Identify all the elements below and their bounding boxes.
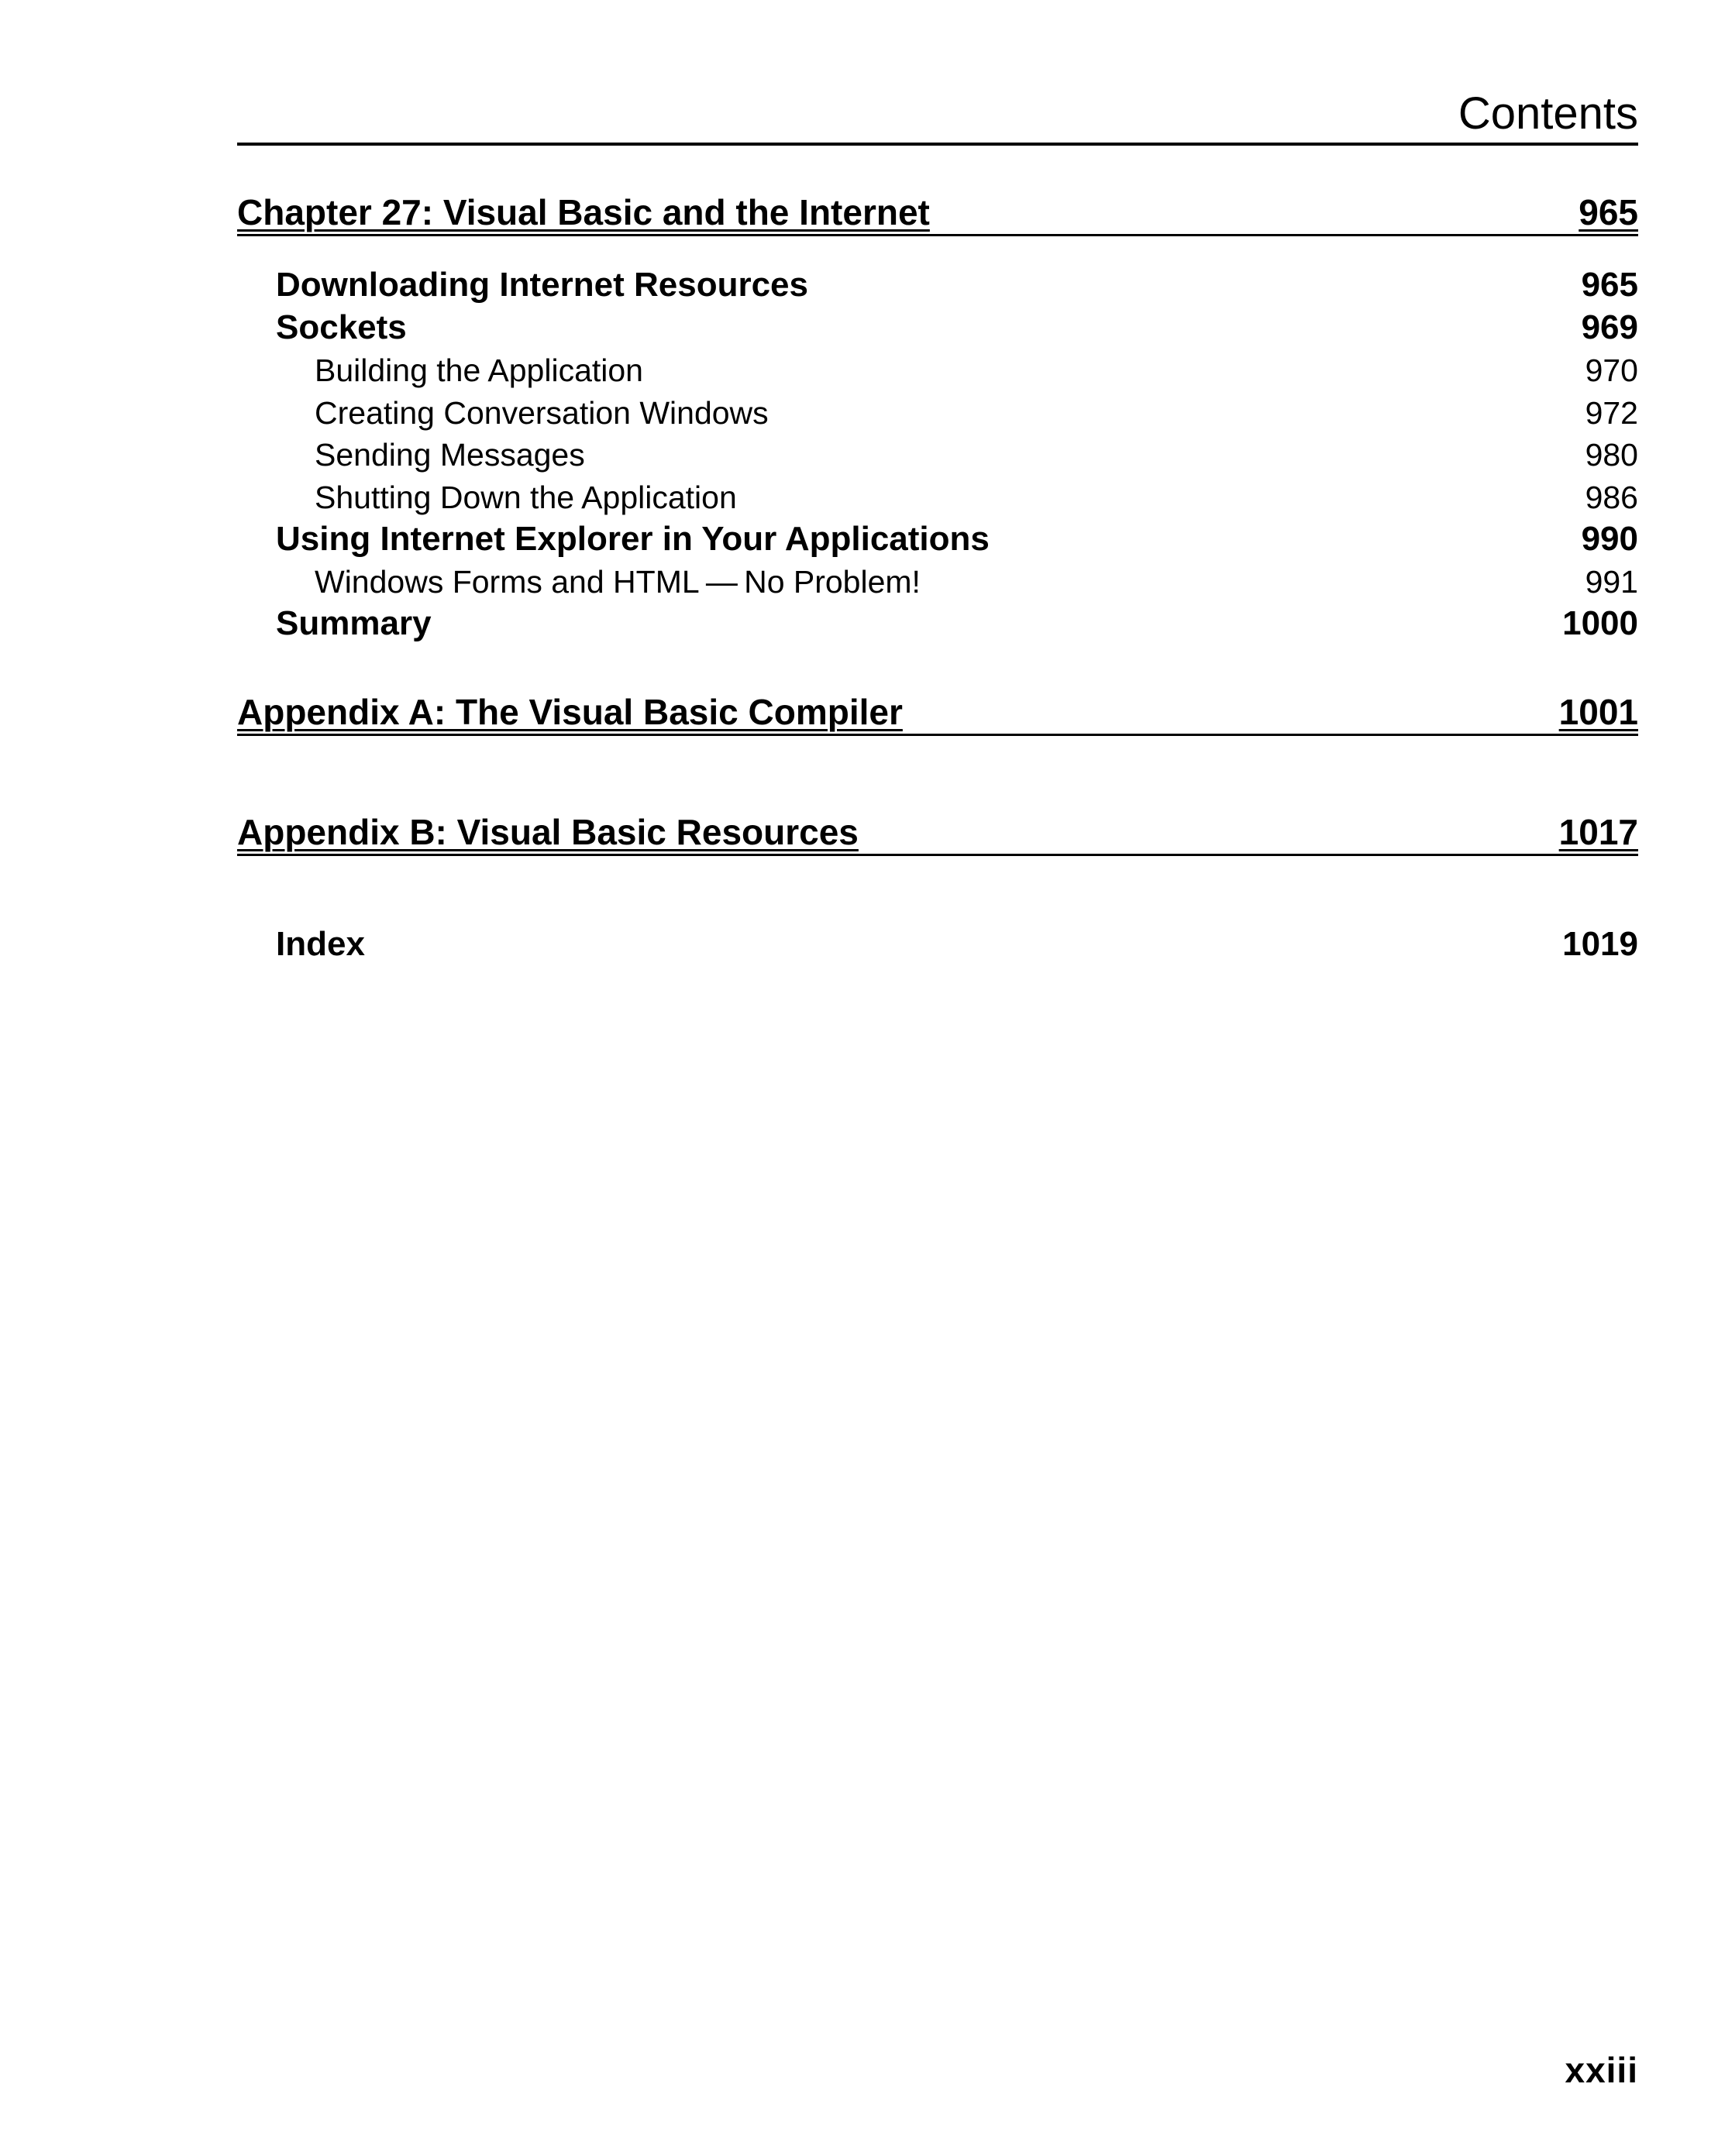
toc-subentry[interactable] [315,349,1638,391]
toc-index-label: Index [276,925,365,963]
toc-index-page: 1019 [1562,925,1638,963]
toc-subentry[interactable] [315,392,1638,434]
toc-entry[interactable] [276,264,1638,306]
toc-appendix-page: 1001 [1558,692,1638,732]
running-head [237,84,1638,146]
page-folio: xxiii [1565,2050,1638,2090]
toc-entry-label: Windows Forms and HTML — No Problem! [315,564,921,600]
toc-entry-label: Summary [276,604,432,642]
toc-entry-page: 990 [1581,520,1638,558]
toc-chapter-page: 965 [1579,192,1638,232]
toc-index[interactable] [276,923,1638,965]
toc-entry-page: 980 [1585,437,1638,473]
toc-entry[interactable] [276,307,1638,349]
running-head-title: Contents [1458,88,1638,139]
toc-appendix-label: Appendix A: The Visual Basic Compiler [237,692,903,732]
toc-entry-label: Shutting Down the Application [315,480,737,515]
toc-entry-page: 965 [1581,266,1638,304]
toc-appendix-page: 1017 [1558,812,1638,852]
toc-subentry[interactable] [315,476,1638,518]
toc-entry-label: Building the Application [315,352,643,388]
toc-entry-page: 972 [1585,395,1638,431]
toc-entry-page: 991 [1585,564,1638,600]
toc-entry-page: 1000 [1562,604,1638,642]
toc-entry-label: Creating Conversation Windows [315,395,769,431]
toc-entry-label: Using Internet Explorer in Your Applications [276,520,990,558]
toc-appendix-label: Appendix B: Visual Basic Resources [237,812,859,852]
toc-chapter-27[interactable] [237,188,1638,236]
toc-entry[interactable] [276,518,1638,560]
toc-subentry[interactable] [315,434,1638,476]
toc-subentry[interactable] [315,561,1638,603]
toc-entry-label: Sockets [276,308,407,346]
toc-appendix-a[interactable] [237,688,1638,736]
toc-entry-page: 970 [1585,352,1638,388]
toc-chapter-label: Chapter 27: Visual Basic and the Internet [237,192,930,232]
toc-entry[interactable] [276,603,1638,645]
toc-entry-label: Sending Messages [315,437,585,473]
toc-appendix-b[interactable] [237,808,1638,856]
toc-entry-label: Downloading Internet Resources [276,266,808,304]
toc-entry-page: 986 [1585,480,1638,515]
toc-entry-page: 969 [1581,308,1638,346]
